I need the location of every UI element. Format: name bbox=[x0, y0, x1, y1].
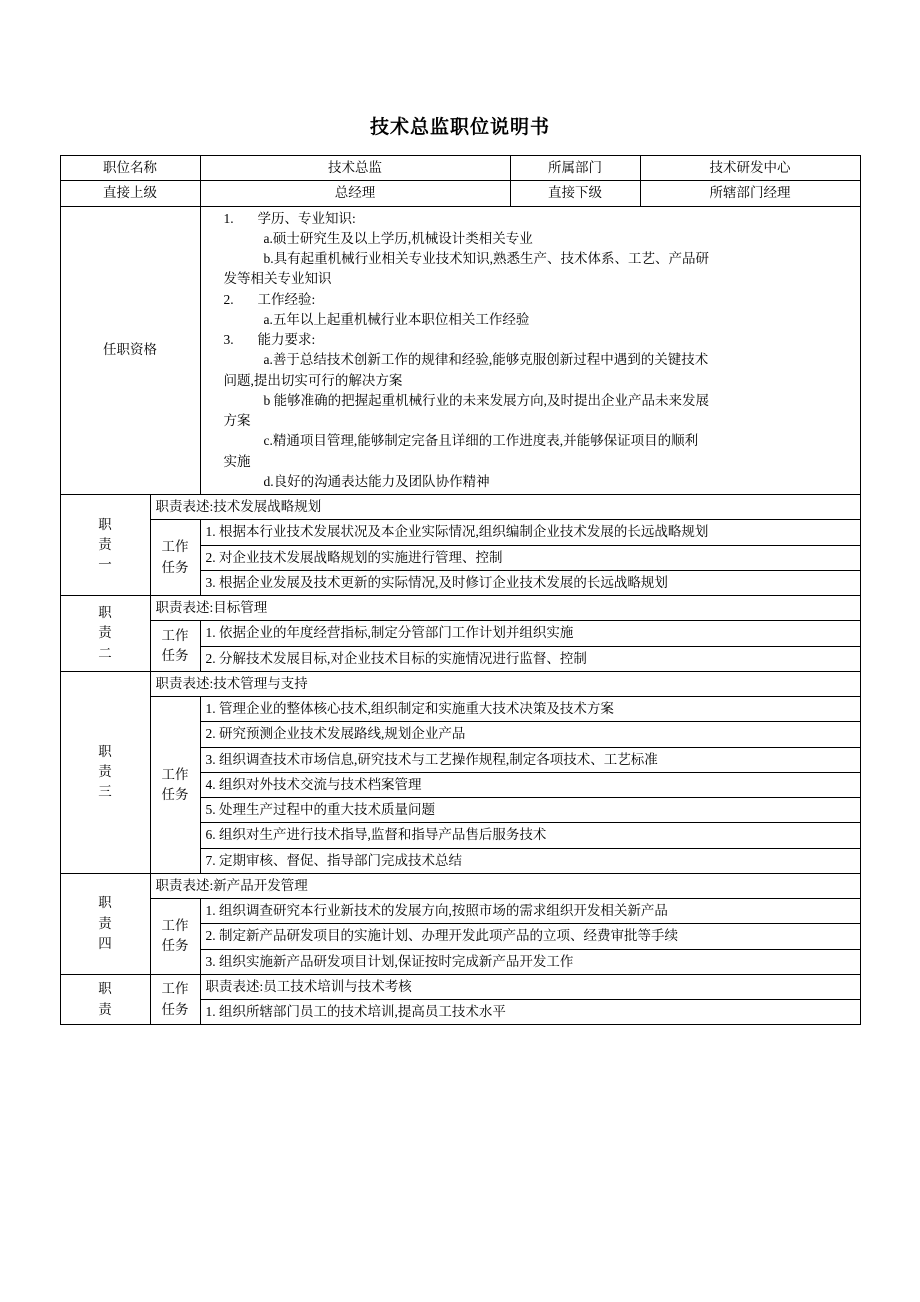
responsibility-desc-text: 员工技术培训与技术考核 bbox=[263, 978, 412, 994]
responsibility-index-char: 四 bbox=[98, 935, 112, 951]
task-item: 2. 制定新产品研发项目的实施计划、办理开发此项产品的立项、经费审批等手续 bbox=[200, 924, 860, 949]
responsibility-desc-text: 新产品开发管理 bbox=[213, 877, 308, 893]
responsibility-index-char: 责 bbox=[98, 915, 112, 931]
task-item: 2. 研究预测企业技术发展路线,规划企业产品 bbox=[200, 722, 860, 747]
task-label-line: 工作 bbox=[161, 766, 189, 782]
job-description-table bbox=[60, 155, 861, 1025]
qualification-item-heading bbox=[206, 209, 855, 229]
responsibility-task-label-3 bbox=[150, 697, 200, 874]
responsibility-index-char: 职 bbox=[98, 895, 112, 911]
field-label-department: 所属部门 bbox=[510, 156, 640, 181]
field-value-department: 技术研发中心 bbox=[640, 156, 860, 181]
task-label-line: 任务 bbox=[161, 786, 189, 802]
qualification-item-sub: 发等相关专业知识 bbox=[223, 271, 332, 287]
responsibility-index-1 bbox=[60, 495, 150, 596]
qualification-item-sub: 实施 bbox=[223, 453, 251, 469]
task-label-line: 任务 bbox=[161, 1001, 189, 1017]
responsibility-desc-text: 目标管理 bbox=[213, 600, 268, 615]
responsibility-task-label-5 bbox=[150, 974, 200, 1025]
table-row-responsibility bbox=[60, 495, 860, 520]
task-item: 2. 分解技术发展目标,对企业技术目标的实施情况进行监督、控制 bbox=[200, 646, 860, 671]
responsibility-index-char: 职 bbox=[98, 605, 112, 620]
table-row-responsibility bbox=[60, 873, 860, 898]
page-title: 技术总监职位说明书 bbox=[369, 117, 550, 138]
qualification-item-sub: 方案 bbox=[223, 413, 251, 428]
table-row-responsibility bbox=[60, 596, 860, 621]
qualification-item-sub: b.具有起重机械行业相关专业技术知识,熟悉生产、技术体系、工艺、产品研 bbox=[263, 251, 709, 266]
task-item: 5. 处理生产过程中的重大技术质量问题 bbox=[200, 798, 860, 823]
responsibility-desc-label: 职责表述: bbox=[155, 499, 214, 514]
qualification-item-heading bbox=[206, 290, 855, 310]
field-label-qualification: 任职资格 bbox=[60, 206, 200, 495]
table-row bbox=[60, 697, 860, 722]
table-row bbox=[60, 181, 860, 206]
task-label-line: 任务 bbox=[161, 559, 189, 575]
qualification-item-sub: d.良好的沟通表达能力及团队协作精神 bbox=[263, 473, 490, 489]
task-label-line: 任务 bbox=[161, 648, 189, 663]
task-label-line: 工作 bbox=[161, 627, 189, 643]
task-item: 1. 根据本行业技术发展状况及本企业实际情况,组织编制企业技术发展的长远战略规划 bbox=[200, 520, 860, 545]
task-item: 1. 依据企业的年度经营指标,制定分管部门工作计划并组织实施 bbox=[200, 621, 860, 646]
field-value-supervisor: 总经理 bbox=[200, 181, 510, 206]
table-row-responsibility bbox=[60, 974, 860, 999]
qualification-item-title: 能力要求: bbox=[257, 332, 316, 347]
task-item: 3. 组织实施新产品研发项目计划,保证按时完成新产品开发工作 bbox=[200, 949, 860, 974]
responsibility-task-label-1 bbox=[150, 520, 200, 596]
responsibility-index-char: 职 bbox=[98, 516, 112, 532]
qualification-item-sub: a.五年以上起重机械行业本职位相关工作经验 bbox=[263, 311, 530, 327]
responsibility-index-char: 责 bbox=[98, 536, 112, 552]
responsibility-index-char: 一 bbox=[98, 557, 112, 573]
responsibility-index-2 bbox=[60, 596, 150, 672]
responsibility-index-char: 二 bbox=[98, 645, 112, 661]
qualification-item-sub: a.硕士研究生及以上学历,机械设计类相关专业 bbox=[263, 230, 533, 246]
qualification-content bbox=[200, 206, 860, 495]
qualification-item-number: 2. bbox=[223, 291, 234, 307]
table-row bbox=[60, 899, 860, 924]
table-row bbox=[60, 520, 860, 545]
qualification-item-title: 学历、专业知识: bbox=[257, 210, 356, 226]
responsibility-task-label-4 bbox=[150, 899, 200, 975]
responsibility-description-3 bbox=[150, 671, 860, 696]
responsibility-index-char: 责 bbox=[98, 1001, 112, 1017]
responsibility-description-1 bbox=[150, 495, 860, 520]
responsibility-desc-label: 职责表述: bbox=[155, 877, 214, 893]
task-item: 3. 根据企业发展及技术更新的实际情况,及时修订企业技术发展的长远战略规划 bbox=[200, 570, 860, 595]
task-item: 4. 组织对外技术交流与技术档案管理 bbox=[200, 772, 860, 797]
responsibility-desc-label: 职责表述: bbox=[155, 675, 214, 691]
task-item: 2. 对企业技术发展战略规划的实施进行管理、控制 bbox=[200, 545, 860, 570]
responsibility-task-label-2 bbox=[150, 621, 200, 672]
qualification-item-number: 1. bbox=[223, 210, 234, 226]
responsibility-index-char: 职 bbox=[98, 743, 112, 759]
responsibility-description-2 bbox=[150, 596, 860, 621]
table-row bbox=[60, 156, 860, 181]
responsibility-index-4 bbox=[60, 873, 150, 974]
task-item: 6. 组织对生产进行技术指导,监督和指导产品售后服务技术 bbox=[200, 823, 860, 848]
task-label-line: 工作 bbox=[161, 981, 189, 997]
responsibility-desc-label: 职责表述: bbox=[155, 600, 214, 615]
responsibility-index-5 bbox=[60, 974, 150, 1025]
responsibility-index-char: 责 bbox=[98, 764, 112, 780]
responsibility-index-char: 三 bbox=[98, 784, 112, 800]
field-label-subordinate: 直接下级 bbox=[510, 181, 640, 206]
task-label-line: 工作 bbox=[161, 918, 189, 934]
field-value-subordinate: 所辖部门经理 bbox=[640, 181, 860, 206]
table-row-responsibility bbox=[60, 671, 860, 696]
field-label-position-name: 职位名称 bbox=[60, 156, 200, 181]
field-value-position-name: 技术总监 bbox=[200, 156, 510, 181]
qualification-item-heading bbox=[206, 330, 855, 350]
qualification-item-number: 3. bbox=[223, 332, 234, 347]
task-item: 3. 组织调查技术市场信息,研究技术与工艺操作规程,制定各项技术、工艺标准 bbox=[200, 747, 860, 772]
responsibility-desc-label: 职责表述: bbox=[205, 978, 264, 994]
task-item: 1. 组织调查研究本行业新技术的发展方向,按照市场的需求组织开发相关新产品 bbox=[200, 899, 860, 924]
responsibility-description-5 bbox=[200, 974, 860, 999]
responsibility-desc-text: 技术管理与支持 bbox=[213, 675, 308, 691]
task-item: 1. 管理企业的整体核心技术,组织制定和实施重大技术决策及技术方案 bbox=[200, 697, 860, 722]
responsibility-index-3 bbox=[60, 671, 150, 873]
qualification-item-title: 工作经验: bbox=[257, 291, 316, 307]
table-row-qualification bbox=[60, 206, 860, 495]
responsibility-index-char: 职 bbox=[98, 981, 112, 997]
table-row bbox=[60, 621, 860, 646]
responsibility-description-4 bbox=[150, 873, 860, 898]
task-label-line: 工作 bbox=[161, 539, 189, 555]
qualification-item-sub: a.善于总结技术创新工作的规律和经验,能够克服创新过程中遇到的关键技术 bbox=[263, 352, 709, 368]
qualification-item-sub: c.精通项目管理,能够制定完备且详细的工作进度表,并能够保证项目的顺利 bbox=[263, 433, 699, 449]
field-label-supervisor: 直接上级 bbox=[60, 181, 200, 206]
responsibility-index-char: 责 bbox=[98, 625, 112, 641]
responsibility-desc-text: 技术发展战略规划 bbox=[213, 499, 322, 514]
qualification-item-sub: 问题,提出切实可行的解决方案 bbox=[223, 372, 403, 388]
task-label-line: 任务 bbox=[161, 938, 189, 954]
task-item: 7. 定期审核、督促、指导部门完成技术总结 bbox=[200, 848, 860, 873]
task-item: 1. 组织所辖部门员工的技术培训,提高员工技术水平 bbox=[200, 1000, 860, 1025]
qualification-item-sub: b 能够准确的把握起重机械行业的未来发展方向,及时提出企业产品未来发展 bbox=[263, 392, 709, 408]
